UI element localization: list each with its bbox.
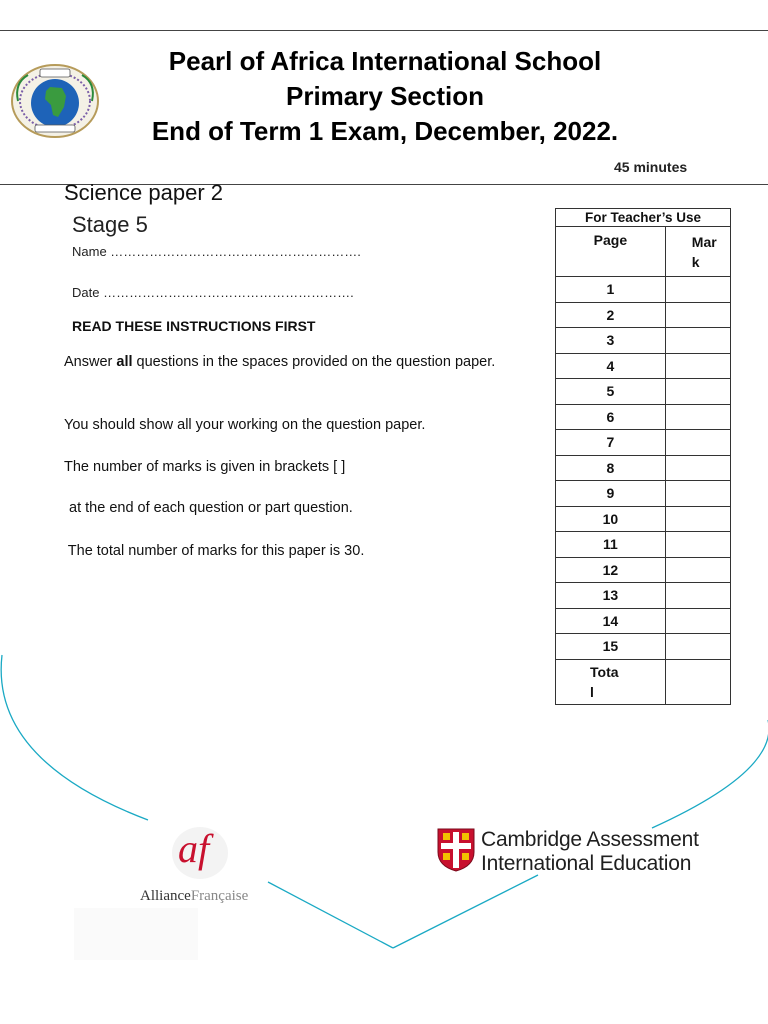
total-mark-cell[interactable] [665,659,730,704]
alliance-name [140,888,248,905]
page-number-cell: 12 [556,557,666,583]
table-row [556,404,731,430]
name-field[interactable]: Name …………………………………………………. [72,244,361,259]
page-number-cell: 9 [556,481,666,507]
paper-subject: Science paper 2 [64,180,223,205]
mark-cell[interactable] [665,506,730,532]
page-number-cell: 1 [556,277,666,303]
mark-cell[interactable] [665,277,730,303]
table-row [556,481,731,507]
page-number-cell: 14 [556,608,666,634]
instructions-heading: READ THESE INSTRUCTIONS FIRST [72,318,316,334]
instruction-end-of-question: at the end of each question or part question. [65,500,353,516]
page-number-cell: 4 [556,353,666,379]
mark-cell[interactable] [665,634,730,660]
instruction-answer-post: questions in the spaces provided on the question paper. [132,354,496,370]
decor-line-bottom-right [393,875,538,948]
mark-cell[interactable] [665,608,730,634]
decor-line-left [1,655,148,820]
table-row [556,353,731,379]
cambridge-line-2: International Education [481,852,692,875]
alliance-francaise-logo [140,825,270,910]
table-row [556,430,731,456]
table-row [556,583,731,609]
school-section: Primary Section [286,81,484,111]
instruction-total-marks: The total number of marks for this paper is 30. [64,543,365,559]
total-label-cell [556,659,666,704]
date-field[interactable]: Date …………………………………………………. [72,285,354,300]
page-number-cell: 10 [556,506,666,532]
mark-cell[interactable] [665,328,730,354]
mark-cell[interactable] [665,455,730,481]
page-number-cell: 2 [556,302,666,328]
instruction-answer-all [64,352,514,373]
table-row [556,379,731,405]
teacher-table-caption: For Teacher’s Use [556,209,731,227]
page-number-cell: 7 [556,430,666,456]
cambridge-shield-icon [437,828,475,872]
page-number-cell: 5 [556,379,666,405]
cambridge-line-1: Cambridge Assessment [481,828,699,851]
alliance-mark: af [178,826,210,871]
exam-duration: 45 minutes [614,159,688,175]
teacher-use-table [555,208,731,705]
table-row [556,328,731,354]
alliance-name-light: Française [190,888,249,904]
page-number-cell: 3 [556,328,666,354]
table-row [556,634,731,660]
mark-cell[interactable] [665,404,730,430]
alliance-name-bold: Alliance [140,888,191,904]
column-header-page-label: Page [593,232,628,248]
mark-cell[interactable] [665,353,730,379]
mark-rows [556,277,731,660]
instruction-answer-pre: Answer [64,354,117,370]
mark-cell[interactable] [665,302,730,328]
column-header-mark-line2: k [691,254,700,270]
page-number-cell: 8 [556,455,666,481]
table-row [556,557,731,583]
exam-title: End of Term 1 Exam, December, 2022. [151,116,619,146]
column-header-mark-line1: Mar [691,234,717,250]
page-number-cell: 6 [556,404,666,430]
mark-cell[interactable] [665,532,730,558]
instruction-working: You should show all your working on the question paper. [64,417,426,433]
mark-cell[interactable] [665,583,730,609]
school-name: Pearl of Africa International School [168,46,602,76]
top-rule [0,30,768,31]
table-row [556,302,731,328]
total-label-line1: Tota [590,663,619,680]
cambridge-logo [437,828,717,876]
decor-line-bottom-left [268,882,393,948]
page-number-cell: 15 [556,634,666,660]
page-number-cell: 11 [556,532,666,558]
mark-cell[interactable] [665,557,730,583]
decor-line-right [652,720,768,828]
column-header-page [556,227,666,277]
mark-cell[interactable] [665,379,730,405]
mark-cell[interactable] [665,430,730,456]
paper-stage: Stage 5 [72,212,148,237]
table-row [556,455,731,481]
table-row [556,532,731,558]
instruction-answer-bold: all [116,354,133,370]
mark-cell[interactable] [665,481,730,507]
table-row [556,608,731,634]
column-header-mark [665,227,730,277]
page-number-cell: 13 [556,583,666,609]
total-label-line2: l [590,683,594,700]
faint-box [74,908,198,960]
table-row [556,506,731,532]
table-row [556,277,731,303]
instruction-marks-brackets: The number of marks is given in brackets [ ] [64,459,346,475]
school-crest-icon [10,63,100,139]
